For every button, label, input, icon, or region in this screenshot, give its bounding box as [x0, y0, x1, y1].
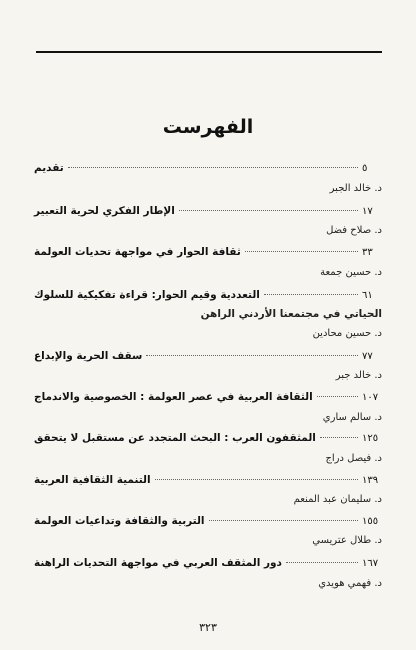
toc-entry[interactable] — [34, 350, 382, 362]
page-number: ٥ — [362, 163, 368, 174]
entry-title: الإطار الفكري لحرية التعبير — [34, 205, 175, 217]
page-number: ٣٣ — [362, 247, 373, 258]
entry-author: د. طلال عتريسي — [312, 535, 382, 546]
entry-author: د. سليمان عبد المنعم — [293, 494, 382, 505]
leader-dots — [286, 562, 358, 563]
page-number: ١٧ — [362, 206, 373, 217]
entry-author: د. خالد الجبر — [329, 183, 382, 194]
table-of-contents — [34, 0, 382, 650]
entry-author: د. فيصل دراج — [325, 453, 382, 464]
page-number: ١٥٥ — [362, 516, 379, 527]
toc-entry[interactable] — [34, 515, 382, 527]
entry-title: تقديم — [34, 162, 64, 174]
entry-author: د. خالد جبر — [335, 370, 382, 381]
entry-title: الثقافة العربية في عصر العولمة : الخصوصية والاندماج — [34, 391, 313, 403]
page-number: ١٣٩ — [362, 475, 379, 486]
page-folio: ٣٢٣ — [199, 621, 217, 634]
entry-title: المثقفون العرب : البحث المتجدد عن مستقبل لا يتحقق — [34, 432, 316, 444]
entry-author: د. صلاح فضل — [326, 225, 382, 236]
entry-title: التعددية وقيم الحوار: قراءة تفكيكية للسلوك — [34, 289, 260, 301]
toc-entry[interactable] — [34, 557, 382, 569]
page-number: ١٢٥ — [362, 433, 379, 444]
entry-title: دور المثقف العربي في مواجهة التحديات الراهنة — [34, 557, 282, 569]
leader-dots — [264, 294, 358, 295]
leader-dots — [245, 251, 358, 252]
page-number: ١٦٧ — [362, 558, 379, 569]
leader-dots — [155, 479, 358, 480]
toc-entry[interactable] — [34, 205, 382, 217]
toc-entry[interactable] — [34, 289, 382, 301]
entry-author: د. فهمي هويدي — [318, 578, 382, 589]
page-title: الفهرست — [162, 116, 254, 138]
entry-author: د. سالم ساري — [322, 412, 382, 423]
leader-dots — [209, 520, 358, 521]
toc-entry[interactable] — [34, 246, 382, 258]
toc-entry[interactable] — [34, 391, 382, 403]
entry-title: التربية والثقافة وتداعيات العولمة — [34, 515, 205, 527]
leader-dots — [320, 437, 358, 438]
page-number: ٦١ — [362, 290, 373, 301]
entry-author: د. حسين محادين — [312, 328, 382, 339]
entry-title: التنمية الثقافية العربية — [34, 474, 151, 486]
leader-dots — [179, 210, 358, 211]
toc-entry[interactable] — [34, 432, 382, 444]
toc-entry[interactable] — [34, 162, 382, 174]
toc-entry[interactable] — [34, 474, 382, 486]
leader-dots — [68, 167, 358, 168]
leader-dots — [317, 396, 358, 397]
page-number: ١٠٧ — [362, 392, 379, 403]
entry-author: د. حسين جمعة — [320, 267, 382, 278]
entry-subtitle: الحياتي في مجتمعنا الأردني الراهن — [200, 308, 382, 320]
leader-dots — [146, 355, 358, 356]
page-number: ٧٧ — [362, 351, 373, 362]
entry-title: سقف الحرية والإبداع — [34, 350, 143, 362]
entry-title: ثقافة الحوار في مواجهة تحديات العولمة — [34, 246, 241, 258]
